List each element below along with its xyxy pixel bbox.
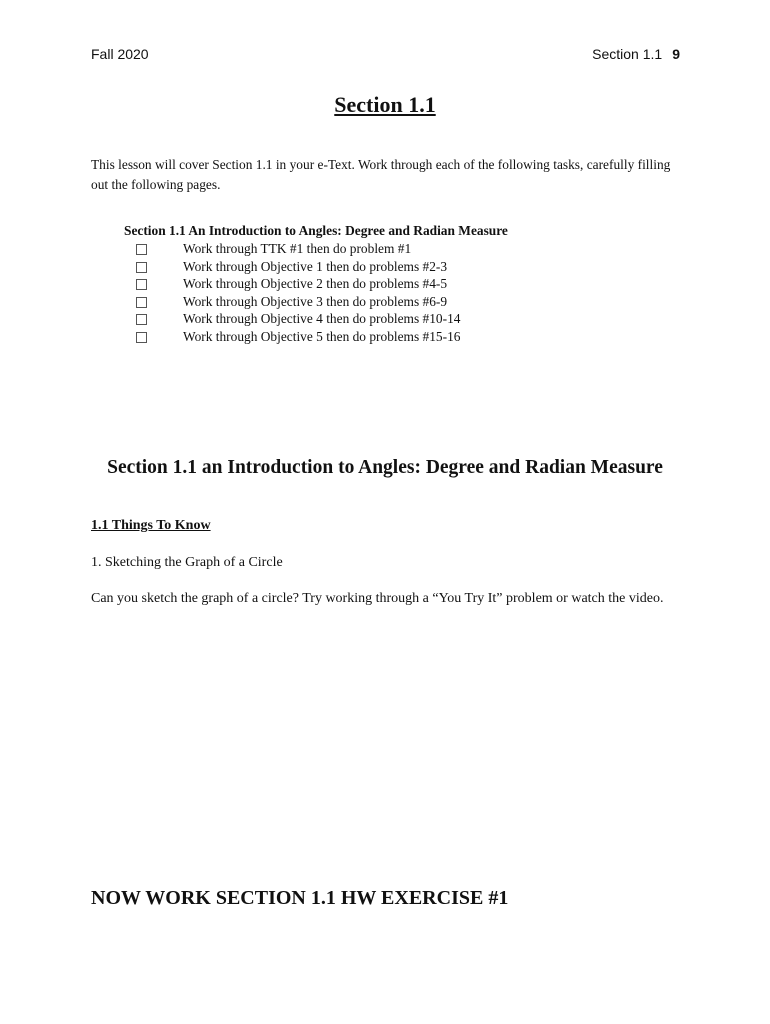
item-heading: 1. Sketching the Graph of a Circle [91, 555, 283, 570]
things-to-know-heading: 1.1 Things To Know [91, 518, 211, 533]
page-number: 9 [672, 46, 680, 62]
exercise-heading: NOW WORK SECTION 1.1 HW EXERCISE #1 [91, 887, 509, 909]
task-label: Work through Objective 2 then do problems #4-5 [183, 276, 448, 291]
checkbox[interactable] [136, 332, 147, 343]
page-title: Section 1.1 [334, 92, 436, 117]
header-semester: Fall 2020 [91, 46, 149, 62]
section-heading: Section 1.1 an Introduction to Angles: Degree and Radian Measure [107, 457, 663, 478]
checkbox[interactable] [136, 279, 147, 290]
task-label: Work through Objective 3 then do problems #6-9 [183, 293, 448, 309]
checkbox[interactable] [136, 244, 147, 255]
task-label: Work through TTK #1 then do problem #1 [183, 241, 412, 256]
checkbox[interactable] [136, 314, 147, 325]
task-list [124, 222, 508, 345]
task-label: Work through Objective 1 then do problems #2-3 [183, 258, 448, 274]
checkbox[interactable] [136, 297, 147, 308]
task-item [124, 258, 508, 276]
task-item [124, 275, 508, 293]
intro-paragraph: This lesson will cover Section 1.1 in your e-Text. Work through each of the following tasks, carefully filling out the following pages. [91, 157, 671, 192]
task-label: Work through Objective 4 then do problems #10-14 [183, 311, 461, 326]
task-list-heading: Section 1.1 An Introduction to Angles: Degree and Radian Measure [124, 223, 508, 238]
task-item [124, 310, 508, 328]
task-item [124, 328, 508, 346]
checkbox[interactable] [136, 262, 147, 273]
header-section: Section 1.1 [592, 46, 663, 62]
task-item [124, 293, 508, 311]
body-paragraph: Can you sketch the graph of a circle? Try working through a “You Try It” problem or watch the video. [91, 591, 664, 606]
header-right [592, 46, 680, 62]
task-item [124, 240, 508, 258]
task-label: Work through Objective 5 then do problems #15-16 [183, 328, 461, 344]
